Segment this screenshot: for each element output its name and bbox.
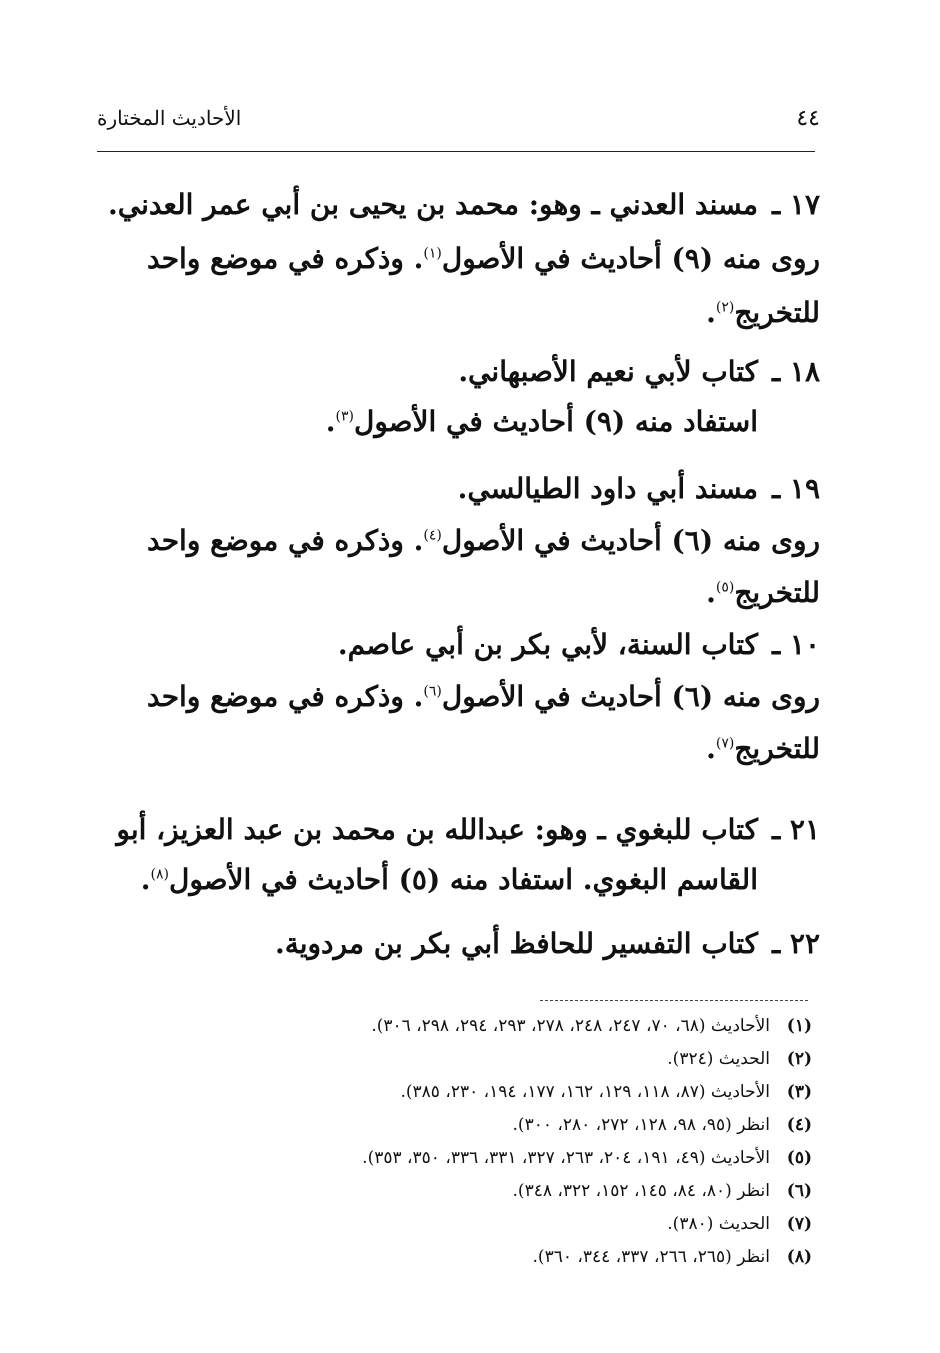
entry-text: . — [140, 863, 151, 896]
footnote-number: (٨) — [786, 1247, 812, 1267]
footnote-ref: (٧) — [715, 735, 735, 752]
footnote-number: (٣) — [786, 1082, 812, 1102]
entry-text: . — [706, 296, 716, 329]
entry-19 — [100, 472, 820, 612]
entry-title: مسند العدني ـ وهو: محمد بن يحيى بن أبي عمر العدني. — [107, 188, 758, 221]
entry-number: ٢١ ـ — [771, 813, 820, 846]
entry-line — [706, 296, 820, 329]
footnote-text: الحديث (٣٨٠). — [667, 1214, 770, 1234]
footnote — [112, 1214, 812, 1247]
footnote-number: (٢) — [786, 1049, 812, 1069]
footnote-number: (٦) — [786, 1181, 812, 1201]
entry-21 — [100, 813, 820, 903]
entry-text: للتخريج — [734, 576, 820, 609]
entry-text: روى منه (٦) أحاديث في الأصول — [441, 524, 820, 557]
footnote-number: (١) — [786, 1016, 812, 1036]
footnote-text: الحديث (٣٢٤). — [667, 1049, 770, 1069]
entry-title: كتاب السنة، لأبي بكر بن أبي عاصم. — [337, 628, 758, 661]
entry-18 — [100, 355, 820, 445]
entry-title: مسند أبي داود الطيالسي. — [457, 472, 758, 505]
entry-line — [147, 524, 820, 557]
entry-number: ١٧ ـ — [771, 188, 820, 221]
entry-text: . وذكره في موضع واحد — [147, 524, 424, 557]
entry-text: للتخريج — [734, 732, 820, 765]
entry-text: للتخريج — [734, 296, 820, 329]
entry-title: كتاب التفسير للحافظ أبي بكر بن مردوية. — [274, 927, 758, 960]
running-title: الأحاديث المختارة — [97, 106, 242, 130]
footnotes — [112, 1016, 812, 1280]
entry-text: القاسم البغوي. استفاد منه (٥) أحاديث في الأصول — [168, 863, 758, 896]
entry-22 — [100, 927, 820, 967]
footnote — [112, 1181, 812, 1214]
footnote — [112, 1148, 812, 1181]
entry-line — [147, 680, 820, 713]
page-number: ٤٤ — [796, 106, 820, 131]
footnote-text: الأحاديث (٦٨، ٧٠، ٢٤٧، ٢٤٨، ٢٧٨، ٢٩٣، ٢٩٤، ٢٩٨، ٣٠٦). — [371, 1016, 770, 1036]
footnote-text: انظر (٩٥، ٩٨، ١٢٨، ٢٧٢، ٢٨٠، ٣٠٠). — [512, 1115, 770, 1135]
footnote — [112, 1115, 812, 1148]
footnote-ref: (٥) — [715, 579, 735, 596]
footnote-ref: (٢) — [715, 299, 735, 316]
entry-text: . وذكره في موضع واحد — [147, 242, 424, 275]
footnote-text: الأحاديث (٨٧، ١١٨، ١٢٩، ١٦٢، ١٧٧، ١٩٤، ٢٣٠، ٣٨٥). — [400, 1082, 770, 1102]
entry-line — [706, 732, 820, 765]
entry-text: . — [706, 576, 716, 609]
entry-line — [141, 863, 758, 896]
footnote-separator — [540, 1000, 808, 1001]
entry-title: كتاب لأبي نعيم الأصبهاني. — [458, 355, 758, 388]
entry-number: ١٠ ـ — [771, 628, 820, 661]
entry-text: روى منه (٩) أحاديث في الأصول — [441, 242, 820, 275]
header-rule — [97, 151, 815, 152]
entry-number: ٢٢ ـ — [771, 927, 820, 960]
footnote-text: انظر (٢٦٥، ٢٦٦، ٣٣٧، ٣٤٤، ٣٦٠). — [532, 1247, 770, 1267]
footnote — [112, 1049, 812, 1082]
entry-20 — [100, 628, 820, 768]
entry-17 — [100, 188, 820, 328]
footnote-ref: (١) — [423, 245, 442, 262]
footnote — [112, 1247, 812, 1280]
entry-number: ١٩ ـ — [771, 472, 820, 505]
footnote-ref: (٣) — [335, 408, 354, 425]
footnote-number: (٧) — [786, 1214, 812, 1234]
entry-text: . — [325, 405, 336, 438]
footnote — [112, 1016, 812, 1049]
footnote-number: (٥) — [786, 1148, 812, 1168]
footnote-number: (٤) — [786, 1115, 812, 1135]
footnote-text: انظر (٨٠، ٨٤، ١٤٥، ١٥٢، ٣٢٢، ٣٤٨). — [512, 1181, 770, 1201]
entry-number: ١٨ ـ — [771, 355, 820, 388]
footnote-ref: (٨) — [150, 866, 169, 883]
entry-text: . وذكره في موضع واحد — [147, 680, 424, 713]
entry-text: استفاد منه (٩) أحاديث في الأصول — [353, 405, 758, 438]
entry-line — [706, 576, 820, 609]
footnote-ref: (٤) — [423, 527, 442, 544]
entry-title: كتاب للبغوي ـ وهو: عبدالله بن محمد بن عبد العزيز، أبو — [116, 813, 758, 846]
entry-line — [147, 242, 820, 275]
entry-text: روى منه (٦) أحاديث في الأصول — [441, 680, 820, 713]
entry-text: . — [706, 732, 716, 765]
page-header — [97, 100, 820, 140]
footnote — [112, 1082, 812, 1115]
footnote-text: الأحاديث (٤٩، ١٩١، ٢٠٤، ٢٦٣، ٣٢٧، ٣٣١، ٣٣٦، ٣٥٠، ٣٥٣). — [362, 1148, 770, 1168]
entry-line — [326, 405, 758, 438]
footnote-ref: (٦) — [423, 683, 442, 700]
